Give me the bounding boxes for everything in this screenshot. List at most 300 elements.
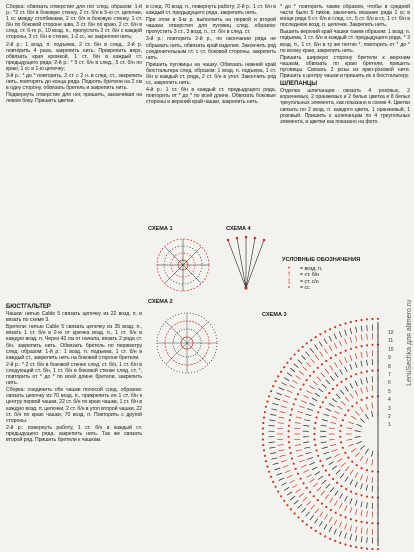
chain-stitch-mark <box>360 494 362 496</box>
stitch-mark <box>271 409 277 410</box>
stitch-mark <box>336 470 340 474</box>
stitch-mark <box>356 336 357 342</box>
chain-stitch-mark <box>262 433 264 435</box>
stitch-mark <box>350 470 353 475</box>
chain-stitch-mark <box>314 438 316 440</box>
chain-stitch-mark <box>355 520 357 522</box>
stitch-mark <box>294 500 299 504</box>
stitch-mark <box>295 445 301 446</box>
stitch-mark <box>360 446 365 450</box>
paragraph: Пришить пуговицы на чашку. Обвязать нижний край бюстгальтера след. образом: 1 возд. п. подъема, 1 ст. б/н в каждый ст. ряда, 2 ст. б/н в угол. Закончить ряд сс, закрепить нить. <box>146 61 276 87</box>
stitch-mark <box>345 339 347 345</box>
stitch-mark <box>341 463 346 467</box>
stitch-mark <box>329 403 334 406</box>
stitch-mark <box>309 462 315 465</box>
chain-stitch-mark <box>360 372 362 374</box>
stitch-mark <box>348 422 354 424</box>
chain-stitch-mark <box>330 357 332 359</box>
stitch-mark <box>290 368 295 372</box>
chain-stitch-mark <box>291 408 293 410</box>
legend-label: = ст. б/н <box>300 272 320 279</box>
stitch-mark <box>269 426 275 427</box>
stitch-mark <box>310 515 314 520</box>
chain-stitch-mark <box>275 486 277 488</box>
chain-stitch-mark <box>314 422 316 424</box>
paragraph: 3-й р.: * до * повторить, 2 ст. с 2 н. в след. ст., закрепить нить, повторять до конца ряда. Поднять бретели на 2 см в одну сторону, обвязать бретель и закрепить нить. <box>6 73 142 92</box>
stitch-mark <box>335 491 339 496</box>
stitch-mark <box>301 465 307 467</box>
stitch-mark <box>357 424 363 427</box>
chain-stitch-mark <box>297 350 299 352</box>
stitch-mark <box>324 414 330 416</box>
chain-stitch-mark <box>366 397 368 399</box>
chain-stitch-mark <box>262 444 264 446</box>
stitch-mark <box>287 390 292 393</box>
scheme-4-diagram <box>222 234 270 292</box>
chain-stitch-mark <box>345 516 347 518</box>
chain-stitch-mark <box>350 545 352 547</box>
stitch-mark <box>321 373 325 377</box>
stitch-mark <box>336 394 340 398</box>
stitch-mark <box>366 476 367 482</box>
stitch-mark <box>334 334 336 340</box>
stitch-mark <box>320 512 323 517</box>
stitch-mark <box>293 485 298 488</box>
chain-stitch-mark <box>339 436 341 438</box>
slip-stitch-symbol: ∘ <box>287 285 291 292</box>
chain-stitch-mark <box>317 411 319 413</box>
stitch-mark <box>356 535 357 541</box>
chain-stitch-mark <box>316 416 318 418</box>
stitch-mark <box>325 369 329 374</box>
stitch-mark <box>345 533 347 539</box>
stitch-mark <box>270 453 276 454</box>
chain-stitch-mark <box>371 548 373 550</box>
chain-stitch-mark <box>350 518 352 520</box>
stitch-mark <box>329 462 334 465</box>
stitch-mark <box>350 525 352 531</box>
stitch-mark <box>301 401 307 403</box>
stitch-mark <box>281 406 287 408</box>
chain-stitch-mark <box>350 321 352 323</box>
paragraph: 2-й р.: 1 возд. п. подъема, 2 ст. б/н в след., 2-й р. повторить 4 раза, закрепить нить. Прикрепить верх, обвязать края кромкой, 1 ст. б/н в каждый ст. предыдущего ряда; 2-й р.: * 5 ст. б/н в след., 5 ст. б/н по краю, 1 сс в 1-ю цепочку; <box>6 41 142 72</box>
stitch-mark <box>304 470 309 473</box>
stitch-mark <box>280 412 286 413</box>
chain-stitch-mark <box>294 353 296 355</box>
chain-stitch-mark <box>262 427 264 429</box>
stitch-mark <box>279 388 285 391</box>
chain-stitch-mark <box>277 491 279 493</box>
stitch-mark <box>350 393 353 398</box>
stitch-mark <box>361 352 362 358</box>
stitch-mark <box>321 442 327 443</box>
stitch-mark <box>284 487 289 490</box>
stitch-mark <box>372 385 373 391</box>
stitch-mark <box>334 529 336 535</box>
chain-stitch-mark <box>350 491 352 493</box>
stitch-mark <box>310 386 315 389</box>
chain-stitch-mark <box>339 324 341 326</box>
stitch-mark <box>355 509 357 515</box>
stitch-mark <box>317 377 321 381</box>
stitch-mark <box>296 417 302 418</box>
chain-stitch-mark <box>277 375 279 377</box>
stitch-mark <box>355 381 357 387</box>
chain-stitch-mark <box>339 430 341 432</box>
stitch-mark <box>325 494 329 499</box>
stitch-mark <box>355 472 358 477</box>
chain-stitch-mark <box>377 548 379 550</box>
paragraph: Подвернуть отверстие для ног, пришить, заканчивая на левом боку. Пришить цветки. <box>6 92 142 105</box>
chain-stitch-mark <box>325 396 327 398</box>
chain-stitch-mark <box>342 447 344 449</box>
scheme-1-diagram <box>152 234 214 296</box>
stitch-mark <box>339 341 341 347</box>
chain-stitch-mark <box>345 350 347 352</box>
chain-stitch-mark <box>340 485 342 487</box>
stitch-mark <box>278 417 284 418</box>
stitch-mark <box>350 355 352 361</box>
chain-stitch-mark <box>321 503 323 505</box>
chain-stitch-mark <box>310 339 312 341</box>
stitch-mark <box>367 537 368 543</box>
chain-stitch-mark <box>297 393 299 395</box>
chain-stitch-mark <box>355 373 357 375</box>
chain-stitch-mark <box>317 455 319 457</box>
text-column-3 <box>280 4 410 212</box>
stitch-mark <box>290 496 295 500</box>
stitch-mark <box>339 360 342 365</box>
stitch-mark <box>345 467 349 472</box>
stitch-mark <box>337 459 342 462</box>
stitch-mark <box>339 522 341 528</box>
stitch-mark <box>340 474 344 479</box>
stitch-mark <box>329 439 335 440</box>
row-number: 10 <box>388 346 394 353</box>
stitch-mark <box>339 503 342 508</box>
stitch-mark <box>348 444 354 446</box>
chain-stitch-mark <box>300 388 302 390</box>
chain-stitch-symbol: • <box>287 265 291 272</box>
stitch-mark <box>345 386 348 391</box>
chain-stitch-mark <box>340 425 342 427</box>
stitch-mark <box>345 524 347 530</box>
stitch-mark <box>304 447 310 448</box>
chain-stitch-mark <box>300 478 302 480</box>
chain-stitch-mark <box>355 546 357 548</box>
stitch-mark <box>355 390 358 395</box>
stitch-mark <box>296 450 302 451</box>
stitch-mark <box>350 507 352 513</box>
paragraph: Сборка: обвязать отверстие для ног след. образом: 1-й р.: *2 ст. б/н в боковую стенку, 2 ст. б/н в 5-ю ст. цепочки, 1 сс между столбиками, 2 ст. б/н в боковую стенку, 1 ст. б/н по боковой стороне шва, 3 ст. б/н по краю, 2 ст. б/н в след. ст. 6-го р., 10 возд. п., пропустить 2 ст. б/н с каждой стороны, 3 ст. б/н в стенке, 1-2 сс, не закрепляя нить; <box>6 4 142 41</box>
stitch-mark <box>332 449 338 451</box>
stitch-mark <box>356 527 357 533</box>
stitch-mark <box>330 444 336 445</box>
stitch-mark <box>302 508 306 512</box>
chain-stitch-mark <box>289 447 291 449</box>
stitch-mark <box>271 458 277 459</box>
row-number: 12 <box>388 330 394 336</box>
stitch-mark <box>365 414 368 419</box>
row-number: 8 <box>388 363 391 370</box>
chain-stitch-mark <box>313 433 315 435</box>
stitch-mark <box>329 527 332 532</box>
stitch-mark <box>326 409 331 412</box>
stitch-mark <box>306 474 311 477</box>
chain-stitch-mark <box>328 392 330 394</box>
stitch-mark <box>283 465 289 467</box>
stitch-mark <box>310 348 314 353</box>
paragraph: Вышить верхний край чашки таким образом: 1 возд. п. подъема, 1 ст. б/н в каждый ст. предыдущего ряда, * 3 возд. п., 1 ст. б/н в ту же петлю *, повторить от * до * по всему краю, закрепить нить. <box>280 29 410 54</box>
chain-stitch-mark <box>356 464 358 466</box>
stitch-mark <box>366 386 367 392</box>
stitch-mark <box>367 325 368 331</box>
stitch-mark <box>372 402 373 408</box>
chain-stitch-mark <box>283 366 285 368</box>
stitch-mark <box>290 385 295 388</box>
legend-item <box>282 279 392 286</box>
chain-stitch-mark <box>328 474 330 476</box>
chain-stitch-mark <box>316 449 318 451</box>
stitch-mark <box>372 477 373 483</box>
stitch-mark <box>371 411 373 417</box>
row-number: 11 <box>388 338 394 345</box>
stitch-mark <box>319 521 322 526</box>
stitch-mark <box>324 452 330 454</box>
stitch-mark <box>335 501 338 506</box>
chain-stitch-mark <box>306 342 308 344</box>
stitch-mark <box>355 437 361 438</box>
stitch-mark <box>284 378 289 381</box>
chain-stitch-mark <box>286 362 288 364</box>
stitch-mark <box>277 393 283 395</box>
chain-stitch-mark <box>344 414 346 416</box>
chain-stitch-mark <box>371 496 373 498</box>
stitch-mark <box>309 403 315 406</box>
chain-stitch-mark <box>366 318 368 320</box>
stitch-mark <box>324 339 327 344</box>
chain-stitch-mark <box>268 395 270 397</box>
stitch-mark <box>269 447 275 448</box>
chain-stitch-mark <box>371 522 373 524</box>
paragraph: 2-й р.: повернуть работу, 1 ст. б/н в каждый ст. предыдущего ряда, закрепить нить. Так же связать второй ряд. Пришить бретели к чашкам. <box>6 424 142 443</box>
stitch-mark <box>337 406 342 409</box>
chain-stitch-mark <box>263 449 265 451</box>
chain-stitch-mark <box>339 542 341 544</box>
chain-stitch-mark <box>340 381 342 383</box>
chain-stitch-mark <box>265 460 267 462</box>
stitch-mark <box>273 403 279 405</box>
stitch-mark <box>299 493 304 497</box>
stitch-mark <box>306 512 310 517</box>
text-column-1 <box>6 4 142 306</box>
paragraph: Сборка: соединить обе чашки полосой след. образом: связать цепочку из 70 возд. п., прикрепить ее 1 ст. б/н к центру первой чашки, 22 ст. б/н по краю чашки, 1 ст. б/н в каждую возд. п. цепочки, 2 ст. б/н в угол второй чашки, 22 ст. б/н по краю чашки, 70 возд. п. Повторить с другой стороны. <box>6 387 142 424</box>
chain-stitch-mark <box>289 419 291 421</box>
stitch-mark <box>287 373 292 376</box>
stitch-mark <box>315 345 319 350</box>
stitch-mark <box>346 439 352 440</box>
stitch-mark <box>311 505 315 510</box>
chain-stitch-mark <box>264 455 266 457</box>
stitch-mark <box>357 441 363 444</box>
stitch-mark <box>360 456 363 461</box>
chain-stitch-mark <box>306 379 308 381</box>
chain-stitch-mark <box>366 469 368 471</box>
stitch-mark <box>372 359 373 365</box>
chain-stitch-mark <box>283 500 285 502</box>
chain-stitch-mark <box>264 411 266 413</box>
stitch-mark <box>330 366 333 371</box>
chain-stitch-mark <box>345 378 347 380</box>
scheme-1-label: СХЕМА 1 <box>148 226 173 232</box>
stitch-mark <box>269 420 275 421</box>
stitch-mark <box>367 528 368 534</box>
stitch-mark <box>355 453 359 457</box>
chain-stitch-mark <box>266 465 268 467</box>
stitch-mark <box>346 428 352 429</box>
chain-stitch-mark <box>361 399 363 401</box>
row-number: 3 <box>388 405 391 412</box>
stitch-mark <box>334 454 339 457</box>
chain-stitch-mark <box>313 371 315 373</box>
stitch-mark <box>361 510 362 516</box>
chain-stitch-mark <box>262 422 264 424</box>
chain-stitch-mark <box>345 488 347 490</box>
chain-stitch-mark <box>315 336 317 338</box>
chain-stitch-mark <box>272 481 274 483</box>
stitch-mark <box>303 367 308 371</box>
chain-stitch-mark <box>319 533 321 535</box>
chain-stitch-mark <box>325 469 327 471</box>
chain-stitch-mark <box>325 360 327 362</box>
stitch-mark <box>355 353 357 359</box>
stitch-mark <box>350 498 352 504</box>
chain-stitch-mark <box>340 514 342 516</box>
stitch-mark <box>360 407 363 412</box>
stitch-mark <box>270 414 276 415</box>
stitch-mark <box>372 503 373 509</box>
chain-stitch-mark <box>336 482 338 484</box>
chain-stitch-mark <box>355 320 357 322</box>
stitch-mark <box>334 411 339 414</box>
chain-stitch-mark <box>347 409 349 411</box>
stitch-mark <box>307 363 311 367</box>
chain-stitch-mark <box>288 441 290 443</box>
chain-stitch-mark <box>332 478 334 480</box>
section-heading-shoes: ШЛЕПАНЦЫ <box>280 81 318 88</box>
stitch-mark <box>340 390 344 395</box>
chain-stitch-mark <box>317 499 319 501</box>
chain-stitch-mark <box>355 346 357 348</box>
stitch-mark <box>367 351 368 357</box>
stitch-mark <box>350 534 352 540</box>
stitch-mark <box>340 369 343 374</box>
stitch-mark <box>285 470 291 472</box>
stitch-mark <box>315 508 319 513</box>
stitch-mark <box>306 352 310 357</box>
stitch-mark <box>351 416 356 419</box>
legend-label: = возд. п. <box>300 265 323 272</box>
stitch-mark <box>307 457 313 459</box>
stitch-mark <box>318 388 323 392</box>
chain-stitch-mark <box>270 390 272 392</box>
legend <box>282 257 392 292</box>
chain-stitch-mark <box>268 471 270 473</box>
stitch-mark <box>361 501 362 507</box>
stitch-mark <box>326 484 330 488</box>
stitch-mark <box>313 381 318 385</box>
chain-stitch-mark <box>330 509 332 511</box>
stitch-mark <box>361 379 363 385</box>
stitch-mark <box>299 406 305 408</box>
stitch-mark <box>297 411 303 413</box>
chain-stitch-mark <box>321 363 323 365</box>
watermark: LenuSechka для allmero.ru <box>406 300 413 386</box>
row-number: 7 <box>388 372 391 378</box>
scheme-4-label: СХЕМА 4 <box>226 226 251 232</box>
chain-stitch-mark <box>286 504 288 506</box>
chain-stitch-mark <box>295 468 297 470</box>
stitch-mark <box>298 360 302 364</box>
chain-stitch-mark <box>309 375 311 377</box>
chain-stitch-mark <box>317 367 319 369</box>
chain-stitch-mark <box>347 457 349 459</box>
paragraph: * до * повторить таким образом, чтобы в средней части было 5 пиков, закончить вязание ряда 1 сс в конце ряда 5 ст. б/н в след. ст., 5 ст. б/н в сс, 1 ст. б/н в последнюю возд. п. цепочки. Закрепить нить. <box>280 4 410 29</box>
stitch-mark <box>330 487 334 492</box>
stitch-mark <box>311 359 315 364</box>
stitch-mark <box>312 398 317 401</box>
stitch-mark <box>281 460 287 462</box>
chain-stitch-mark <box>335 354 337 356</box>
stitch-mark <box>334 343 337 348</box>
stitch-mark <box>365 449 368 454</box>
chain-stitch-mark <box>306 524 308 526</box>
chain-stitch-mark <box>262 438 264 440</box>
stitch-mark <box>299 371 304 375</box>
chain-stitch-mark <box>288 430 290 432</box>
stitch-mark <box>319 342 322 347</box>
stitch-mark <box>320 352 323 357</box>
row-number: 9 <box>388 355 391 362</box>
double-crochet-symbol: ‡ <box>287 278 291 285</box>
stitch-mark <box>329 428 335 429</box>
stitch-mark <box>339 531 341 537</box>
stitch-mark <box>332 399 337 403</box>
chain-stitch-mark <box>290 414 292 416</box>
chain-stitch-mark <box>350 375 352 377</box>
stitch-mark <box>313 483 318 487</box>
chain-stitch-mark <box>288 436 290 438</box>
section-heading-bra: БЮСТГАЛЬТЕР <box>6 304 51 310</box>
legend-label: = сс <box>300 285 310 292</box>
paragraph: в след. 70 возд. п., повернуть работу; 2-й р.: 1 ст. б/н в каждый ст. предыдущего ряда, закрепить нить. <box>146 4 276 17</box>
chain-stitch-mark <box>297 516 299 518</box>
chain-stitch-mark <box>371 370 373 372</box>
stitch-mark <box>293 380 298 383</box>
stitch-mark <box>372 486 373 492</box>
row-number: 4 <box>388 397 391 404</box>
chain-stitch-mark <box>290 452 292 454</box>
stitch-mark <box>330 376 334 381</box>
chain-stitch-mark <box>263 417 265 419</box>
stitch-mark <box>269 442 275 443</box>
chain-stitch-mark <box>288 425 290 427</box>
stitch-mark <box>345 330 347 336</box>
stitch-mark <box>287 475 292 478</box>
chain-stitch-mark <box>297 473 299 475</box>
chain-stitch-mark <box>302 482 304 484</box>
stitch-mark <box>361 388 363 394</box>
